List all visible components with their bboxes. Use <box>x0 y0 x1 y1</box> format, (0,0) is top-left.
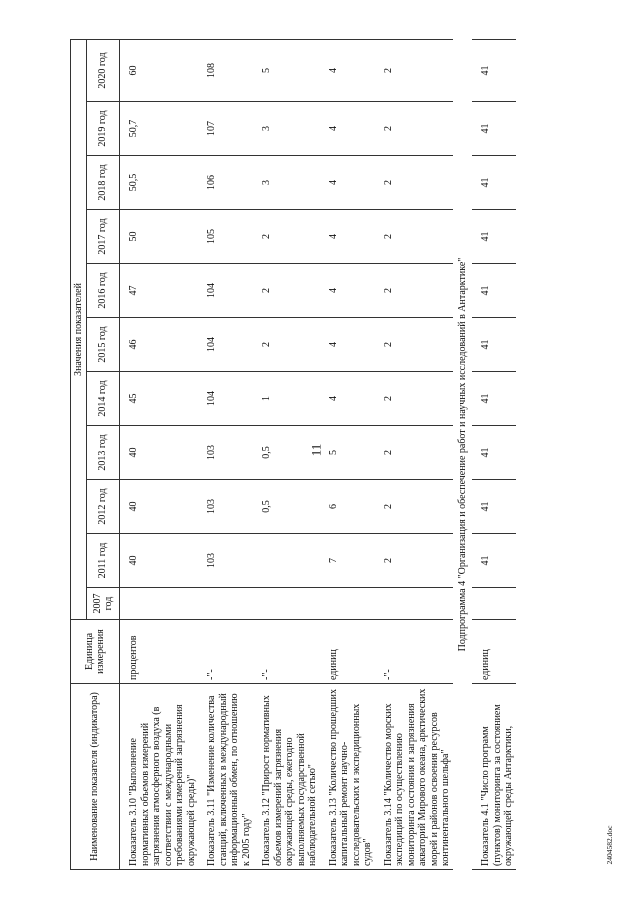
header-year: 2015 год <box>87 318 120 372</box>
indicator-value: 104 <box>198 372 253 426</box>
indicator-value: 4 <box>320 156 375 210</box>
table-row <box>375 39 453 869</box>
indicator-value: 50,7 <box>120 102 199 156</box>
header-year: 2017 год <box>87 210 120 264</box>
indicator-value: 2 <box>253 210 320 264</box>
indicator-unit: -"- <box>253 620 320 684</box>
header-year: 2016 год <box>87 264 120 318</box>
table-row <box>198 39 253 869</box>
indicator-value: 40 <box>120 534 199 588</box>
document-filename: 2404582.doc <box>605 825 614 865</box>
indicator-value: 104 <box>198 264 253 318</box>
indicator-value: 4 <box>320 39 375 101</box>
indicator-value: 105 <box>198 210 253 264</box>
indicator-value: 103 <box>198 426 253 480</box>
indicator-value: 2 <box>253 264 320 318</box>
table-row <box>120 39 199 869</box>
indicator-value: 4 <box>320 318 375 372</box>
indicator-value: 3 <box>253 102 320 156</box>
indicator-value: 106 <box>198 156 253 210</box>
indicator-value: 47 <box>120 264 199 318</box>
indicator-value: 5 <box>320 426 375 480</box>
indicator-value <box>253 588 320 620</box>
table-row <box>253 39 320 869</box>
indicator-value: 2 <box>375 426 453 480</box>
indicator-value: 5 <box>253 39 320 101</box>
indicator-value <box>472 588 516 620</box>
header-name: Наименование показателя (индикатора) <box>71 684 120 870</box>
indicator-value: 2 <box>375 210 453 264</box>
indicator-value: 41 <box>472 264 516 318</box>
indicator-value: 3 <box>253 156 320 210</box>
indicator-value: 60 <box>120 39 199 101</box>
indicator-value: 4 <box>320 372 375 426</box>
subprogram-title: Подпрограмма 4 "Организация и обеспечение работ и научных исследований в Антарктике" <box>456 257 468 652</box>
header-year: 2012 год <box>87 480 120 534</box>
rotated-table-container <box>70 40 590 870</box>
indicator-value: 41 <box>472 39 516 101</box>
indicator-unit: единиц <box>472 620 516 684</box>
indicator-value: 2 <box>253 318 320 372</box>
indicator-value: 41 <box>472 480 516 534</box>
indicator-value: 2 <box>375 102 453 156</box>
indicator-value: 2 <box>375 39 453 101</box>
indicator-unit: единиц <box>320 620 375 684</box>
indicator-value: 45 <box>120 372 199 426</box>
indicator-value <box>320 588 375 620</box>
indicator-value: 46 <box>120 318 199 372</box>
table-row <box>472 39 516 869</box>
indicator-unit: -"- <box>375 620 453 684</box>
indicator-value: 103 <box>198 480 253 534</box>
indicator-name: Показатель 3.14 "Количество морских экспедиций по осуществлению мониторинга состояния и загрязнения акваторий Мирового океана, арктических морей и районов освоения ресурсов континентального шельфа" <box>375 684 453 870</box>
indicator-name: Показатель 3.10 "Выполнение нормативных объемов измерений загрязнения атмосферного воздуха (в соответствии с международными требованиями измерений загрязнения окружающей среды)" <box>120 684 199 870</box>
indicator-value: 1 <box>253 372 320 426</box>
indicators-table <box>70 39 516 870</box>
indicator-value: 0,5 <box>253 426 320 480</box>
indicator-value: 50,5 <box>120 156 199 210</box>
indicator-value: 40 <box>120 480 199 534</box>
indicator-name: Показатель 3.11 "Изменение количества станций, включенных в международный информационный обмен, по отношению к 2005 году" <box>198 684 253 870</box>
indicator-value: 2 <box>375 372 453 426</box>
table-row <box>320 39 375 869</box>
indicator-unit: -"- <box>198 620 253 684</box>
indicator-value: 2 <box>375 534 453 588</box>
subprogram-row <box>453 39 473 869</box>
indicator-name: Показатель 3.13 "Количество прошедших капитальный ремонт научно-исследовательских и экспедиционных судов" <box>320 684 375 870</box>
indicator-name: Показатель 4.1 "Число программ (пунктов) мониторинга за состоянием окружающей среды Антарктики, <box>472 684 516 870</box>
header-year: 2014 год <box>87 372 120 426</box>
indicator-value: 41 <box>472 156 516 210</box>
indicator-value <box>375 588 453 620</box>
indicator-value: 41 <box>472 102 516 156</box>
header-year: 2018 год <box>87 156 120 210</box>
indicator-value: 41 <box>472 318 516 372</box>
indicator-value: 50 <box>120 210 199 264</box>
indicator-value <box>198 588 253 620</box>
header-year: 2007 год <box>87 588 120 620</box>
indicator-unit: процентов <box>120 620 199 684</box>
indicator-value: 0,5 <box>253 480 320 534</box>
page-number: 11 <box>308 443 324 457</box>
indicator-value: 104 <box>198 318 253 372</box>
indicator-value: 2 <box>375 264 453 318</box>
header-year: 2013 год <box>87 426 120 480</box>
indicator-value: 107 <box>198 102 253 156</box>
indicator-value: 41 <box>472 210 516 264</box>
indicator-value: 2 <box>375 156 453 210</box>
indicator-value: 4 <box>320 264 375 318</box>
indicator-value: 40 <box>120 426 199 480</box>
header-year: 2020 год <box>87 39 120 101</box>
indicator-value <box>120 588 199 620</box>
indicator-value: 41 <box>472 534 516 588</box>
header-values-group: Значения показателей <box>71 39 87 619</box>
indicator-value: 6 <box>320 480 375 534</box>
indicator-name: Показатель 3.12 "Прирост нормативных объемов измерений загрязнения окружающей среды, ежегодно выполняемых государственной наблюдательной сетью" <box>253 684 320 870</box>
indicator-value <box>253 534 320 588</box>
header-unit: Единица измерения <box>71 620 120 684</box>
indicator-value: 103 <box>198 534 253 588</box>
indicator-value: 4 <box>320 210 375 264</box>
indicator-value: 4 <box>320 102 375 156</box>
header-year: 2011 год <box>87 534 120 588</box>
indicator-value: 108 <box>198 39 253 101</box>
indicator-value: 41 <box>472 372 516 426</box>
indicator-value: 2 <box>375 318 453 372</box>
header-year: 2019 год <box>87 102 120 156</box>
indicator-value: 7 <box>320 534 375 588</box>
indicator-value: 2 <box>375 480 453 534</box>
indicator-value: 41 <box>472 426 516 480</box>
